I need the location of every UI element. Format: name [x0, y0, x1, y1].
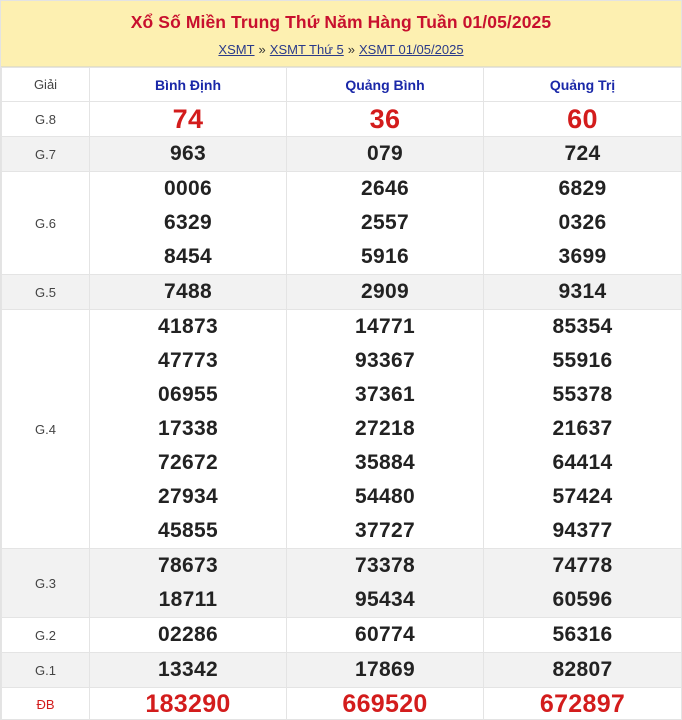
- prize-number: 47773: [158, 349, 218, 372]
- prize-number: 06955: [158, 383, 218, 406]
- prize-number: 13342: [158, 658, 218, 681]
- prize-cell: [90, 102, 287, 137]
- prize-number: 95434: [355, 588, 415, 611]
- prize-number: 27934: [158, 485, 218, 508]
- prize-cell: [287, 310, 484, 549]
- prize-number: 7488: [164, 280, 212, 303]
- prize-cell: [484, 275, 682, 310]
- prize-number: 55916: [552, 349, 613, 372]
- prize-number: 36: [369, 104, 401, 134]
- prize-cell: [484, 310, 682, 549]
- prize-cell: [287, 275, 484, 310]
- prize-number: 17869: [355, 658, 415, 681]
- prize-name: G.6: [2, 172, 90, 275]
- table-row: [2, 549, 682, 618]
- prize-cell: [90, 688, 287, 720]
- prize-number: 55378: [552, 383, 613, 406]
- prize-number: 9314: [558, 280, 607, 303]
- prize-number: 78673: [158, 554, 218, 577]
- breadcrumb-separator: »: [347, 42, 355, 57]
- special-prize-number: 183290: [145, 690, 231, 718]
- table-row: [2, 172, 682, 275]
- prize-cell: [484, 172, 682, 275]
- table-row: [2, 275, 682, 310]
- prize-number: 079: [367, 142, 403, 165]
- prize-number: 56316: [552, 623, 613, 646]
- prize-cell: [90, 618, 287, 653]
- prize-number: 2557: [361, 211, 409, 234]
- prize-number: 0326: [558, 211, 607, 234]
- prize-number: 3699: [558, 245, 607, 268]
- prize-cell: [287, 137, 484, 172]
- prize-name: G.3: [2, 549, 90, 618]
- prize-cell: [484, 618, 682, 653]
- table-row: [2, 688, 682, 720]
- prize-number: 93367: [355, 349, 415, 372]
- province-header-quang-binh: Quảng Bình: [287, 68, 484, 102]
- prize-number: 2646: [361, 177, 409, 200]
- prize-cell: [287, 653, 484, 688]
- breadcrumb-link-xsmt-thu-5[interactable]: XSMT Thứ 5: [269, 42, 344, 57]
- table-row: [2, 653, 682, 688]
- prize-number: 724: [564, 142, 601, 165]
- prize-cell: [287, 172, 484, 275]
- prize-number: 41873: [158, 315, 218, 338]
- table-row: [2, 102, 682, 137]
- prize-cell: [484, 549, 682, 618]
- prize-number: 73378: [355, 554, 415, 577]
- special-prize-number: 672897: [539, 690, 626, 718]
- table-row: [2, 310, 682, 549]
- prize-number: 02286: [158, 623, 218, 646]
- prize-number: 60: [567, 104, 598, 134]
- prize-cell: [287, 688, 484, 720]
- special-prize-number: 669520: [342, 690, 428, 718]
- prize-number: 17338: [158, 417, 218, 440]
- prize-cell: [90, 549, 287, 618]
- prize-number: 963: [170, 142, 206, 165]
- breadcrumb-link-xsmt-date[interactable]: XSMT 01/05/2025: [359, 42, 464, 57]
- prize-cell: [484, 688, 682, 720]
- prize-cell: [484, 102, 682, 137]
- prize-cell: [287, 618, 484, 653]
- prize-number: 85354: [552, 315, 613, 338]
- province-header-binh-dinh: Bình Định: [90, 68, 287, 102]
- breadcrumb: [1, 42, 681, 57]
- prize-number: 60774: [355, 623, 415, 646]
- prize-cell: [287, 549, 484, 618]
- prize-number: 74778: [552, 554, 613, 577]
- prize-number: 14771: [355, 315, 415, 338]
- prize-cell: [287, 102, 484, 137]
- prize-cell: [90, 137, 287, 172]
- prize-number: 27218: [355, 417, 415, 440]
- prize-column-header: Giải: [2, 68, 90, 102]
- prize-number: 6829: [558, 177, 607, 200]
- prize-number: 5916: [361, 245, 409, 268]
- prize-name: G.5: [2, 275, 90, 310]
- prize-number: 94377: [552, 519, 613, 542]
- prize-cell: [90, 275, 287, 310]
- prize-number: 60596: [552, 588, 613, 611]
- prize-cell: [484, 137, 682, 172]
- prize-name: G.1: [2, 653, 90, 688]
- prize-number: 57424: [552, 485, 613, 508]
- prize-number: 45855: [158, 519, 218, 542]
- prize-number: 37361: [355, 383, 415, 406]
- table-row: [2, 618, 682, 653]
- prize-number: 37727: [355, 519, 415, 542]
- results-header: [1, 1, 681, 67]
- prize-number: 2909: [361, 280, 409, 303]
- prize-number: 72672: [158, 451, 218, 474]
- prize-cell: [90, 310, 287, 549]
- page-title: Xổ Số Miền Trung Thứ Năm Hàng Tuần 01/05/2025: [130, 12, 552, 32]
- prize-number: 64414: [552, 451, 613, 474]
- prize-number: 6329: [164, 211, 212, 234]
- prize-number: 54480: [355, 485, 415, 508]
- prize-cell: [90, 172, 287, 275]
- prize-table-body: [2, 102, 682, 720]
- prize-name: G.4: [2, 310, 90, 549]
- prize-cell: [484, 653, 682, 688]
- prize-cell: [90, 653, 287, 688]
- breadcrumb-separator: »: [258, 42, 266, 57]
- prize-number: 74: [172, 104, 204, 134]
- province-header-quang-tri: Quảng Trị: [484, 68, 682, 102]
- prize-number: 8454: [164, 245, 212, 268]
- prize-number: 18711: [158, 588, 218, 611]
- prize-number: 21637: [552, 417, 613, 440]
- table-header-row: [2, 68, 682, 102]
- prize-number: 82807: [552, 658, 613, 681]
- prize-name: ĐB: [2, 688, 90, 720]
- prize-number: 0006: [164, 177, 212, 200]
- prize-name: G.8: [2, 102, 90, 137]
- breadcrumb-link-xsmt[interactable]: XSMT: [218, 42, 255, 57]
- results-table: [1, 67, 682, 720]
- table-row: [2, 137, 682, 172]
- prize-name: G.2: [2, 618, 90, 653]
- prize-number: 35884: [355, 451, 415, 474]
- prize-name: G.7: [2, 137, 90, 172]
